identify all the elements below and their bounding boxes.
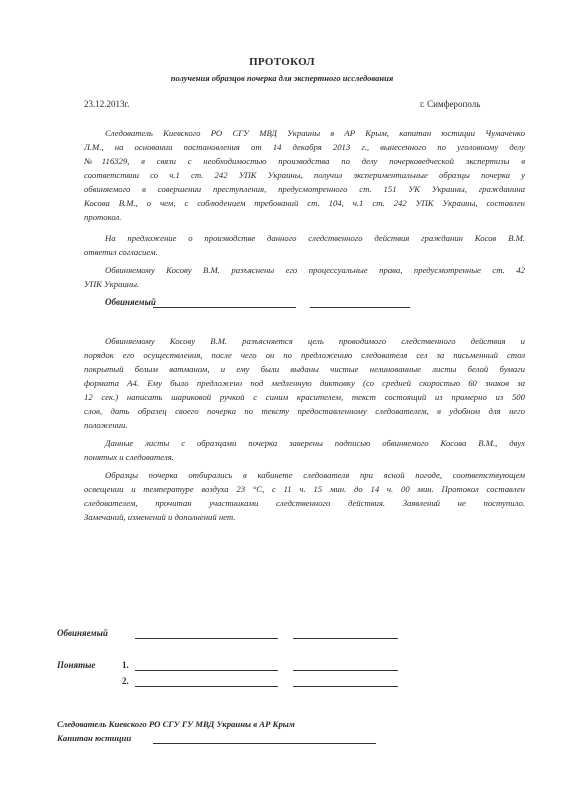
text-line: №116329, в связи с необходимостью производства по делу почерковедческой экспертизы в — [84, 156, 525, 166]
text-line: Обвиняемому Косову В.М. разъясняется цель проводимого следственного действия и — [105, 336, 525, 346]
document-date: 23.12.2013г. — [84, 99, 130, 109]
signature-line — [153, 743, 376, 744]
witness-2-number: 2. — [122, 676, 129, 686]
text-line: Косова В.М., о чем, с соблюдением требований ст. 104, ч.1 ст. 242 УПК Украины, составлен — [84, 198, 525, 208]
text-line: понятых и следователя. — [84, 452, 174, 462]
document-title: ПРОТОКОЛ — [249, 56, 315, 68]
signature-line — [135, 686, 278, 687]
document-subtitle: получения образцов почерка для экспертного исследования — [170, 73, 394, 83]
text-line: ответил согласием. — [84, 247, 158, 257]
investigator-rank: Капитан юстиции — [57, 733, 132, 743]
text-line: слов, дать образец своего почерка по тексту предоставленному следователем, в удобном для него — [84, 406, 525, 416]
signature-line — [310, 307, 410, 308]
text-line: Образцы почерка отбирались в кабинете следователя при ясной погоде, соответствующем — [105, 470, 525, 480]
text-line: покрытый белым ватманом, и ему были выданы чистые нелинованные листы белой бумаги — [84, 364, 525, 374]
investigator-title: Следователь Киевского РО СГУ ГУ МВД Украины в АР Крым — [57, 719, 295, 729]
text-line: формата А4. Ему было предложено под медленную диктовку (со средней скоростью 60 знаков за — [84, 378, 525, 388]
text-line: положении. — [84, 420, 128, 430]
text-line: соответствии со ч.1 ст. 242 УПК Украины, получил экспериментальные образцы почерка у — [84, 170, 525, 180]
text-line: Следователь Киевского РО СГУ МВД Украины в АР Крым, капитан юстиции Чумаченко — [105, 128, 525, 138]
signature-line — [153, 307, 296, 308]
text-line: 12 сек.) написать шариковой ручкой с синим красителем, текст состоящий из примерно из 500 — [84, 392, 525, 402]
text-line: протокол. — [84, 212, 122, 222]
document-city: г. Симферополь — [420, 99, 481, 109]
accused-signature-label-top: Обвиняемый — [105, 297, 156, 307]
signature-line — [293, 638, 398, 639]
text-line: следователем, прочитан участниками следственного действия. Заявлений не поступило. — [84, 498, 525, 508]
text-line: Обвиняемому Косову В.М. разъяснены его процессуальные права, предусмотренные ст. 42 — [105, 265, 525, 275]
text-line: УПК Украины. — [84, 279, 140, 289]
text-line: порядок его осуществления, после чего он по предложению следователя сел за письменный стол — [84, 350, 525, 360]
accused-signature-label: Обвиняемый — [57, 628, 108, 638]
text-line: Замечаний, изменений и дополнений нет. — [84, 512, 236, 522]
signature-line — [293, 670, 398, 671]
witness-1-number: 1. — [122, 660, 129, 670]
witnesses-label: Понятые — [57, 660, 96, 670]
signature-line — [135, 638, 278, 639]
text-line: На предложение о производстве данного следственного действия гражданин Косов В.М. — [105, 233, 525, 243]
text-line: Данные листы с образцами почерка заверены подписью обвиняемого Косова В.М., двух — [105, 438, 525, 448]
text-line: Л.М., на основании постановления от 14 декабря 2013 г., вынесенного по уголовному делу — [84, 142, 525, 152]
signature-line — [293, 686, 398, 687]
text-line: обвиняемого в совершении преступления, предусмотренного ст. 151 УК Украины, гражданина — [84, 184, 525, 194]
text-line: освещении и температуре воздуха 23 °С, с 11 ч. 15 мин. до 14 ч. 00 мин. Протокол составлен — [84, 484, 525, 494]
signature-line — [135, 670, 278, 671]
